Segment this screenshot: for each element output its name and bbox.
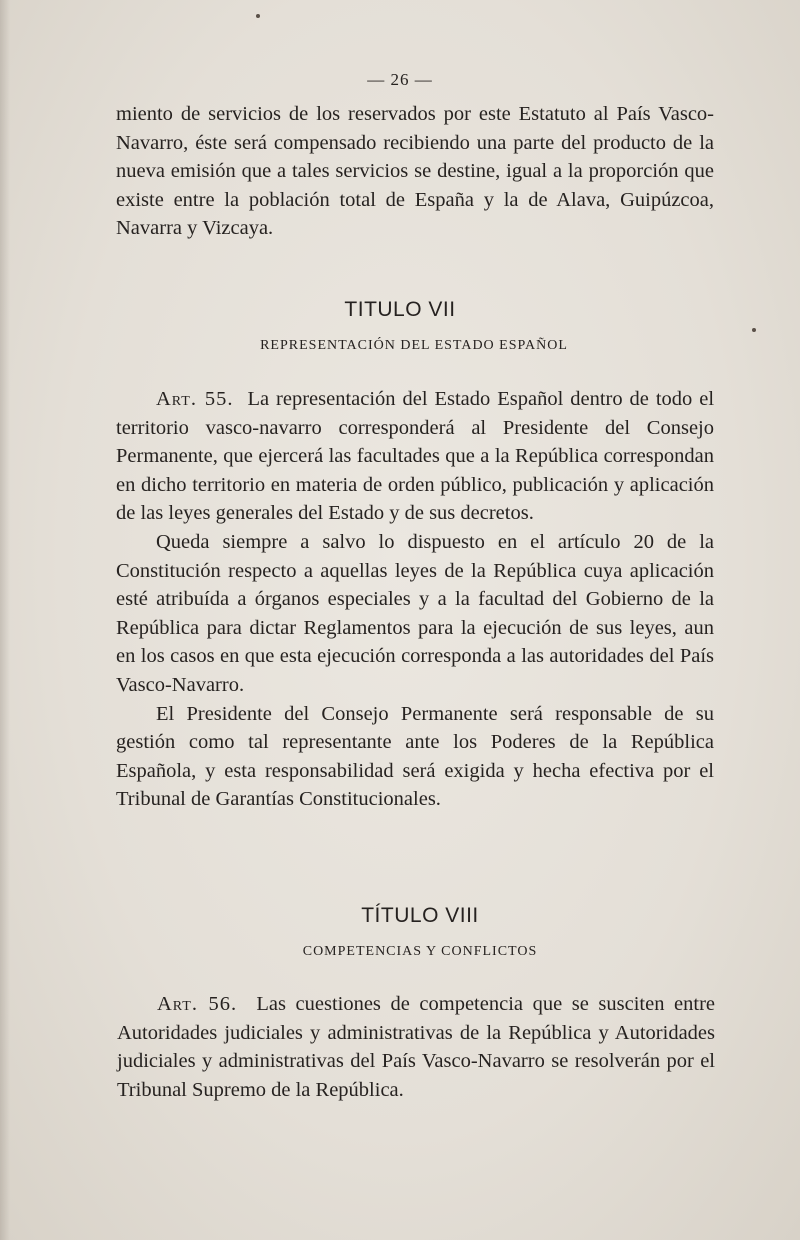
article-55-text-1: La representación del Estado Español dentro de todo el territorio vasco-navarro corresponderá al Presidente del Consejo Permanente, que ejercerá las facultades que a la República correspondan en dicho territorio en materia de orden público, publicación y aplicación de las leyes generales del Estado y de sus decretos. xyxy=(116,388,715,525)
spine-shadow xyxy=(0,0,10,1240)
article-56-paragraph xyxy=(117,990,715,1104)
article-55-paragraph-1 xyxy=(116,385,714,528)
article-55 xyxy=(116,385,714,814)
titulo-viii-subtitle: COMPETENCIAS Y CONFLICTOS xyxy=(302,944,538,959)
article-55-label: Art. 55. xyxy=(156,388,234,410)
titulo-vii-heading: TITULO VII xyxy=(344,298,456,321)
ink-speck xyxy=(256,14,260,18)
article-56 xyxy=(117,990,715,1104)
intro-text: miento de servicios de los reservados por este Estatuto al País Vasco-Navarro, éste será compensado recibiendo una parte del producto de la nueva emisión que a tales servicios se destine, igual a la proporción que existe entre la población total de España y la de Alava, Guipúzcoa, Navarra y Vizcaya. xyxy=(116,103,714,240)
ink-speck xyxy=(752,328,756,332)
article-55-paragraph-3: El Presidente del Consejo Permanente será responsable de su gestión como tal representante ante los Poderes de la República Española, y esta responsabilidad será exigida y hecha efectiva por el Tribunal de Garantías Constitucionales. xyxy=(116,702,714,811)
titulo-vii-subtitle: REPRESENTACIÓN DEL ESTADO ESPAÑOL xyxy=(260,338,568,353)
page-number: — 26 — xyxy=(367,70,433,89)
article-55-paragraph-2: Queda siempre a salvo lo dispuesto en el artículo 20 de la Constitución respecto a aquellas leyes de la República cuya aplicación esté atribuída a órganos especiales y a la facultad del Gobierno de la República para dictar Reglamentos para la ejecución de sus leyes, aun en los casos en que esta ejecución corresponda a las autoridades del País Vasco-Navarro. xyxy=(116,530,714,696)
article-56-label: Art. 56. xyxy=(157,993,238,1015)
article-56-text: Las cuestiones de competencia que se susciten entre Autoridades judiciales y administrativas de la República y Autoridades judiciales y administrativas del País Vasco-Navarro se resolverán por el Tribunal Supremo de la República. xyxy=(117,993,715,1101)
titulo-viii-heading: TÍTULO VIII xyxy=(361,904,479,927)
intro-paragraph xyxy=(116,100,714,243)
